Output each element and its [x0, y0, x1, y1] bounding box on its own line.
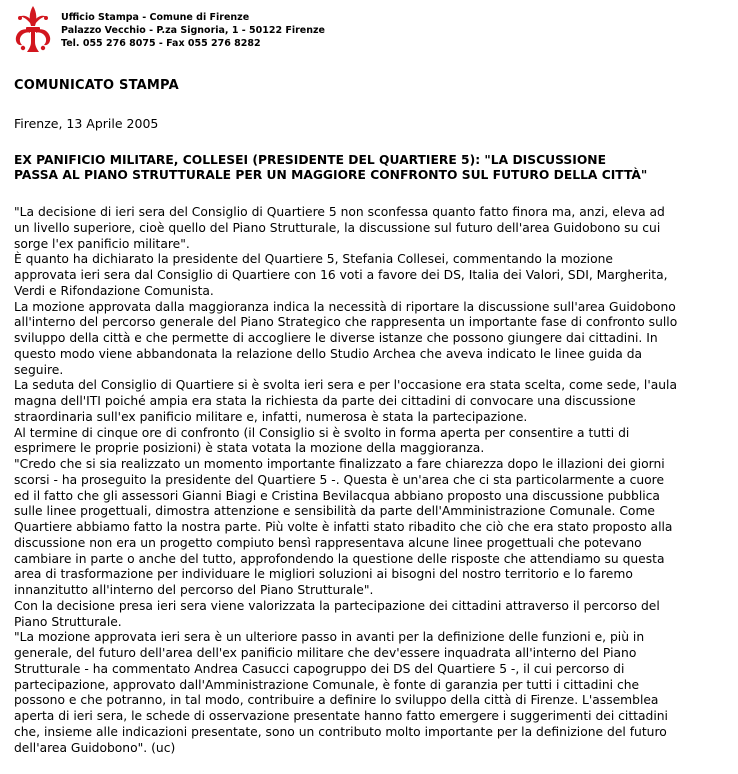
- body-line: generale, del futuro dell'area dell'ex panificio militare che dev'essere inquadrata all'interno del Piano: [14, 646, 637, 660]
- body-line: ed il fatto che gli assessori Gianni Biagi e Cristina Bevilacqua abbiano proposto una discussione pubblica: [14, 488, 660, 503]
- press-headline: [14, 153, 729, 183]
- body-line: un livello superiore, cioè quello del Piano Strutturale, la discussione sul futuro dell'area Guidobono su cui: [14, 220, 661, 235]
- document-heading: COMUNICATO STAMPA: [14, 78, 179, 93]
- headline-line: PASSA AL PIANO STRUTTURALE PER UN MAGGIORE CONFRONTO SUL FUTURO DELLA CITTÀ": [14, 168, 648, 182]
- body-line: innanzitutto all'interno del percorso del Piano Strutturale".: [14, 583, 374, 597]
- body-line: partecipazione, approvato dall'Amministrazione Comunale, è fonte di garanzia per tutti i cittadini che: [14, 677, 640, 692]
- body-line: dell'area Guidobono". (uc): [14, 740, 176, 755]
- body-line: all'interno del percorso generale del Piano Strategico che rappresenta un importante fase di confronto sullo: [14, 315, 678, 330]
- headline-line: EX PANIFICIO MILITARE, COLLESEI (PRESIDENTE DEL QUARTIERE 5): "LA DISCUSSIONE: [14, 153, 606, 167]
- body-line: La mozione approvata dalla maggioranza indica la necessità di riportare la discussione sull'area Guidobono: [14, 299, 676, 314]
- body-line: possono e che potranno, in tal modo, contribuire a definire lo sviluppo della città di Firenze. L'assemblea: [14, 693, 659, 708]
- office-info: [61, 11, 325, 50]
- body-line: approvata ieri sera dal Consiglio di Quartiere con 16 voti a favore dei DS, Italia dei Valori, SDI, Margherita,: [14, 268, 668, 282]
- body-line: che, insieme alle indicazioni presentate, sono un contributo molto importante per la definizione del futuro: [14, 724, 667, 739]
- body-line: questo modo viene abbandonata la relazione dello Studio Archea che aveva indicato le linee guida da: [14, 346, 643, 361]
- body-line: Con la decisione presa ieri sera viene valorizzata la partecipazione dei cittadini attraverso il percorso del: [14, 598, 660, 613]
- body-line: Quartiere abbiamo fatto la nostra parte. Più volte è infatti stato ribadito che ciò che era stato proposto alla: [14, 520, 673, 534]
- body-line: "La mozione approvata ieri sera è un ulteriore passo in avanti per la definizione delle funzioni e, più in: [14, 630, 645, 645]
- body-line: discussione non era un progetto compiuto bensì rappresentava alcune linee progettuali che potevano: [14, 535, 642, 550]
- body-line: È quanto ha dichiarato la presidente del Quartiere 5, Stefania Collesei, commentando la mozione: [14, 252, 613, 267]
- body-line: "La decisione di ieri sera del Consiglio di Quartiere 5 non sconfessa quanto fatto finora ma, anzi, eleva ad: [14, 205, 665, 219]
- body-line: straordinaria sull'ex panificio militare e, infatti, numerosa è stata la partecipazione.: [14, 409, 528, 424]
- body-line: seguire.: [14, 362, 64, 377]
- body-line: scorsi - ha proseguito la presidente del Quartiere 5 -. Questa è un'area che ci sta particolarmente a cuore: [14, 472, 665, 487]
- body-line: sulle linee progettuali, dimostra attenzione e sensibilità da parte dell'Amministrazione Comunale. Come: [14, 504, 655, 519]
- florence-lily-logo: [14, 4, 52, 54]
- press-body: [14, 205, 734, 756]
- office-phone: Tel. 055 276 8075 - Fax 055 276 8282: [61, 38, 261, 49]
- office-name: Ufficio Stampa - Comune di Firenze: [61, 12, 250, 23]
- body-line: area di trasformazione per individuare le migliori soluzioni ai bisogni del nostro territorio e lo faremo: [14, 567, 633, 582]
- body-line: "Credo che si sia realizzato un momento importante finalizzato a fare chiarezza dopo le illazioni dei giorni: [14, 457, 665, 471]
- body-line: magna dell'ITI poiché ampia era stata la richiesta da parte dei cittadini di convocare una discussione: [14, 394, 636, 408]
- body-line: Al termine di cinque ore di confronto (il Consiglio si è svolto in forma aperta per consentire a tutti di: [14, 425, 630, 440]
- body-line: La seduta del Consiglio di Quartiere si è svolta ieri sera e per l'occasione era stata scelta, come sede, l'aula: [14, 378, 678, 393]
- document-date: Firenze, 13 Aprile 2005: [14, 116, 159, 131]
- letterhead: [14, 4, 714, 54]
- body-line: Strutturale - ha commentato Andrea Casucci capogruppo dei DS del Quartiere 5 -, il cui percorso di: [14, 661, 625, 676]
- body-line: esprimere le proprie posizioni) è stata votata la mozione della maggioranza.: [14, 441, 485, 456]
- body-line: aperta di ieri sera, le schede di osservazione presentate hanno fatto emergere i suggerimenti dei cittadini: [14, 709, 668, 723]
- body-line: sviluppo della città e che permette di accogliere le diverse istanze che possono giungere dai cittadini. In: [14, 331, 658, 345]
- body-line: Verdi e Rifondazione Comunista.: [14, 283, 214, 298]
- body-line: sorge l'ex panificio militare".: [14, 236, 190, 251]
- office-address: Palazzo Vecchio - P.za Signoria, 1 - 50122 Firenze: [61, 25, 325, 36]
- body-line: Piano Strutturale.: [14, 614, 122, 629]
- body-line: cambiare in parte o anche del tutto, approfondendo la questione delle risposte che attendiamo su questa: [14, 551, 665, 566]
